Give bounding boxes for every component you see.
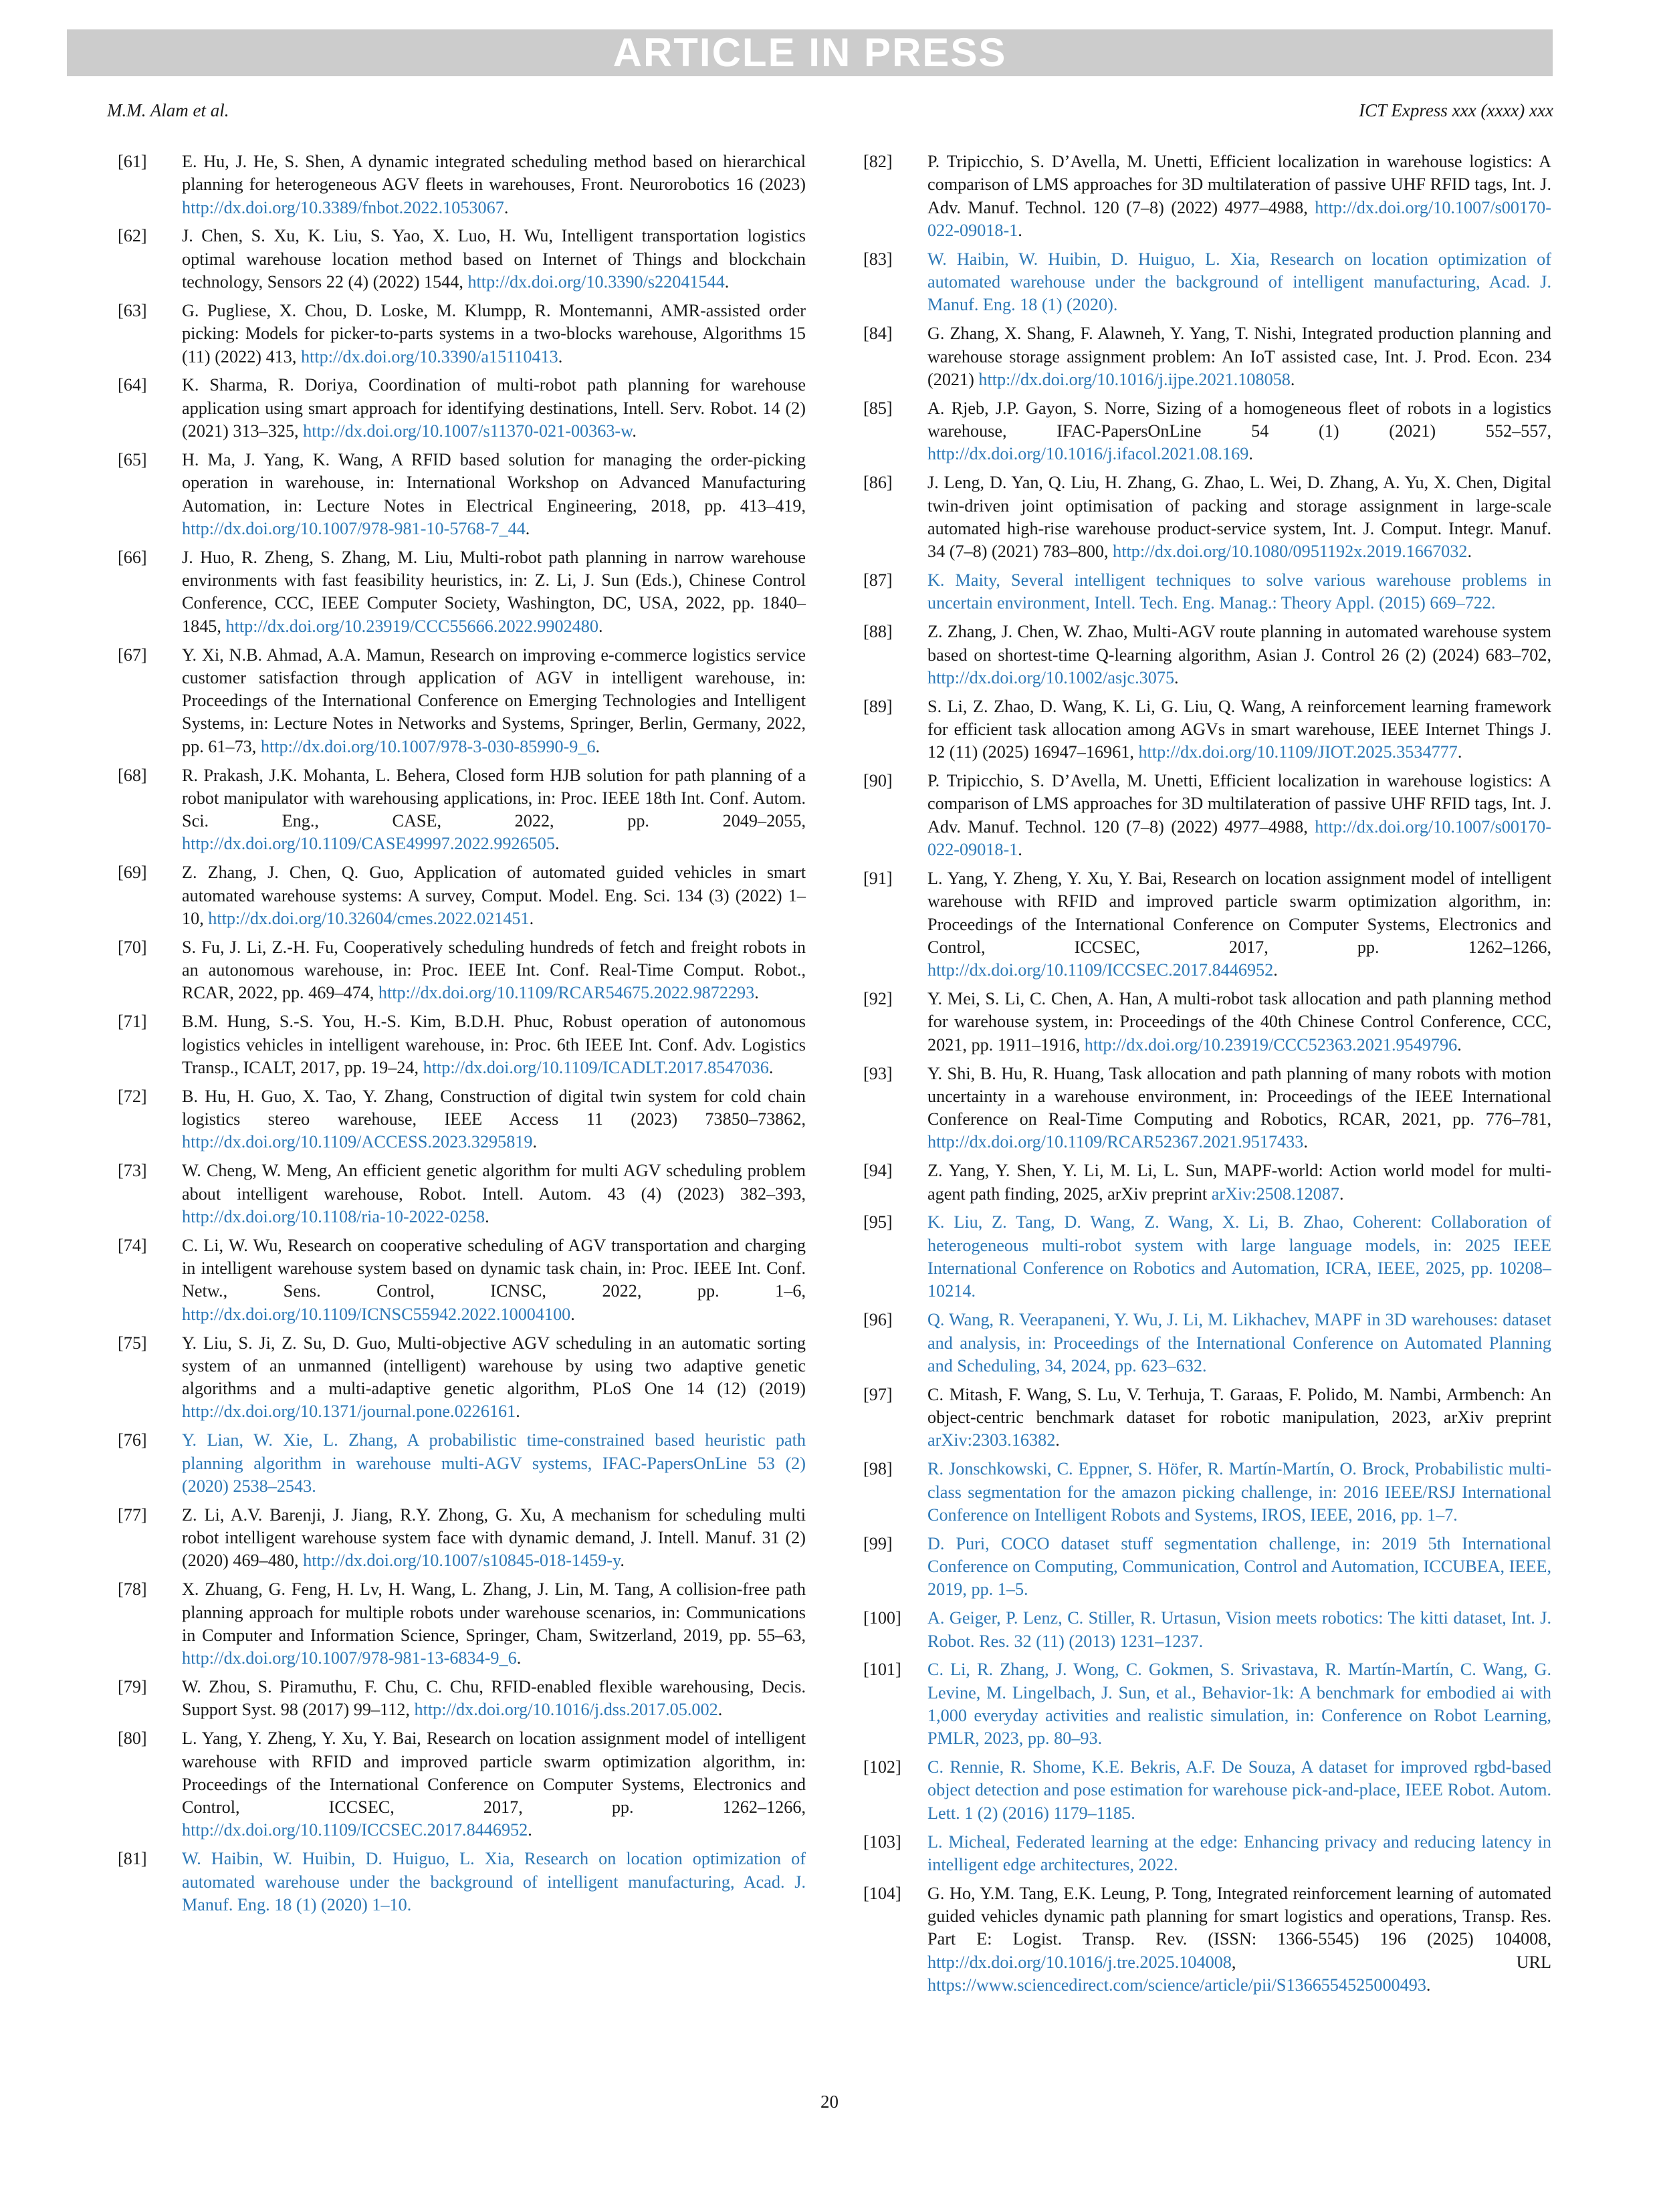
reference-doi-link[interactable]: http://dx.doi.org/10.1109/RCAR52367.2021.9517433 <box>927 1132 1304 1152</box>
reference-item <box>107 1085 806 1154</box>
reference-text: Y. Xi, N.B. Ahmad, A.A. Mamun, Research on improving e-commerce logistics service customer satisfaction through application of AGV in intelligent warehouse, in: Proceedings of the International Conference on Emerging Technologies and Intelligent Systems, in: Lecture Notes in Networks and Systems, Springer, Berlin, Germany, 2022, pp. 61–73, <box>182 645 806 756</box>
reference-text: S. Fu, J. Li, Z.-H. Fu, Cooperatively scheduling hundreds of fetch and freight robots in an autonomous warehouse, in: Proc. IEEE Int. Conf. Real-Time Comput. Robot., RCAR, 2022, pp. 469–474, <box>182 937 806 1003</box>
reference-text: Z. Li, A.V. Barenji, J. Jiang, R.Y. Zhong, G. Xu, A mechanism for scheduling multi robot intelligent warehouse system face with dynamic demand, J. Intell. Manuf. 31 (2) (2020) 469–480, <box>182 1505 806 1571</box>
reference-item <box>853 695 1551 764</box>
reference-number: [64] <box>118 375 147 395</box>
reference-link[interactable]: W. Haibin, W. Huibin, D. Huiguo, L. Xia, Research on location optimization of automated warehouse under the background of intelligent manufacturing, Acad. J. Manuf. Eng. 18 (1) (2020) 1–10. <box>182 1849 806 1914</box>
reference-link[interactable]: C. Rennie, R. Shome, K.E. Bekris, A.F. De Souza, A dataset for improved rgbd-based object detection and pose estimation for warehouse pick-and-place, IEEE Robot. Autom. Lett. 1 (2) (2016) 1179–1185. <box>927 1757 1551 1823</box>
reference-number: [99] <box>863 1533 893 1553</box>
reference-text: E. Hu, J. He, S. Shen, A dynamic integrated scheduling method based on hierarchical planning for heterogeneous AGV fleets in warehouses, Front. Neurorobotics 16 (2023) <box>182 152 806 195</box>
reference-item <box>107 764 806 856</box>
reference-punctuation: . <box>554 834 560 854</box>
reference-number: [102] <box>863 1757 901 1777</box>
reference-number: [75] <box>118 1333 147 1353</box>
reference-punctuation: . <box>1018 220 1022 240</box>
reference-text: Y. Mei, S. Li, C. Chen, A. Han, A multi-robot task allocation and path planning method for warehouse system, in: Proceedings of the 40th Chinese Control Conference, CCC, 2021, pp. 1911–1916, <box>927 989 1551 1055</box>
reference-number: [77] <box>118 1505 147 1525</box>
reference-item <box>107 546 806 638</box>
reference-number: [103] <box>863 1832 901 1852</box>
reference-punctuation: . <box>1174 667 1179 687</box>
reference-item <box>107 1429 806 1498</box>
reference-text: L. Yang, Y. Zheng, Y. Xu, Y. Bai, Research on location assignment model of intelligent warehouse with RFID and improved particle swarm optimization algorithm, in: Proceedings of the International Conference on Computer Systems, Electronics and Control, ICCSEC, 2017, pp. 1262–1266, <box>927 868 1551 957</box>
reference-number: [98] <box>863 1459 893 1479</box>
reference-item <box>107 225 806 294</box>
reference-item <box>107 1010 806 1079</box>
reference-text: Y. Liu, S. Ji, Z. Su, D. Guo, Multi-objective AGV scheduling in an automatic sorting system of an unmanned (intelligent) warehouse by using two adaptive genetic algorithms and a multi-adaptive genetic algorithm, PLoS One 14 (12) (2019) <box>182 1333 806 1399</box>
reference-item <box>853 1756 1551 1825</box>
references-left-column <box>107 150 806 1922</box>
reference-item <box>107 1332 806 1424</box>
reference-number: [88] <box>863 622 893 642</box>
references-right-column <box>853 150 1551 2003</box>
reference-text: H. Ma, J. Yang, K. Wang, A RFID based solution for managing the order-picking operation in warehouse, in: International Workshop on Advanced Manufacturing Automation, in: Lecture Notes in Electrical Engineering, 2018, pp. 413–419, <box>182 449 806 516</box>
reference-item <box>853 150 1551 242</box>
reference-doi-link[interactable]: http://dx.doi.org/10.3390/s22041544 <box>467 272 725 292</box>
reference-doi-link[interactable]: http://dx.doi.org/10.1109/ICNSC55942.2022.10004100 <box>182 1304 571 1324</box>
reference-text: C. Mitash, F. Wang, S. Lu, V. Terhuja, T. Garaas, F. Polido, M. Nambi, Armbench: An object-centric benchmark dataset for robotic manipulation, 2023, arXiv preprint <box>927 1384 1551 1428</box>
reference-punctuation: . <box>525 518 530 538</box>
reference-text: B. Hu, H. Guo, X. Tao, Y. Zhang, Construction of digital twin system for cold chain logistics stereo warehouse, IEEE Access 11 (2023) 73850–73862, <box>182 1086 806 1129</box>
reference-item <box>107 644 806 758</box>
reference-text: J. Leng, D. Yan, Q. Liu, H. Zhang, G. Zhao, L. Wei, D. Zhang, A. Yu, X. Chen, Digital twin-driven joint optimisation of packing and storage assignment in large-scale automated high-rise warehouse product-service system, Int. J. Comput. Integr. Manuf. 34 (7–8) (2021) 783–800, <box>927 473 1551 562</box>
reference-punctuation: . <box>598 616 603 636</box>
reference-number: [92] <box>863 989 893 1009</box>
reference-item <box>853 1658 1551 1750</box>
reference-link[interactable]: Y. Lian, W. Xie, L. Zhang, A probabilistic time-constrained based heuristic path planning algorithm in warehouse multi-AGV systems, IFAC-PapersOnLine 53 (2) (2020) 2538–2543. <box>182 1430 806 1496</box>
reference-punctuation: . <box>1457 1034 1462 1055</box>
reference-punctuation: . <box>1303 1132 1308 1152</box>
reference-number: [97] <box>863 1384 893 1404</box>
reference-punctuation: . <box>1273 960 1278 980</box>
reference-item <box>107 1848 806 1916</box>
reference-doi-link[interactable]: http://dx.doi.org/10.1109/ACCESS.2023.3295819 <box>182 1132 533 1152</box>
reference-item <box>853 1309 1551 1377</box>
reference-doi-link[interactable]: http://dx.doi.org/10.1109/CASE49997.2022.9926505 <box>182 834 555 854</box>
reference-punctuation: . <box>528 1820 532 1840</box>
reference-punctuation: . <box>504 197 509 217</box>
reference-punctuation: . <box>1457 742 1462 762</box>
reference-text: P. Tripicchio, S. D’Avella, M. Unetti, Efficient localization in warehouse logistics: A comparison of LMS approaches for 3D multilateration of passive UHF RFID tags, Int. J. Adv. Manuf. Technol. 120 (7–8) (2022) 4977–4988, <box>927 771 1551 837</box>
reference-number: [78] <box>118 1579 147 1599</box>
reference-punctuation: . <box>620 1551 625 1571</box>
reference-item <box>853 988 1551 1057</box>
reference-url-link[interactable]: https://www.sciencedirect.com/science/article/pii/S1366554525000493 <box>927 1975 1426 1995</box>
reference-item <box>107 1159 806 1228</box>
reference-number: [67] <box>118 645 147 665</box>
reference-punctuation: . <box>768 1057 774 1077</box>
reference-punctuation: . <box>516 1648 522 1668</box>
reference-number: [62] <box>118 226 147 246</box>
reference-number: [63] <box>118 300 147 320</box>
reference-item <box>107 374 806 443</box>
reference-text: L. Yang, Y. Zheng, Y. Xu, Y. Bai, Research on location assignment model of intelligent warehouse with RFID and improved particle swarm optimization algorithm, in: Proceedings of the International Conference on Computer Systems, Electronics and Control, ICCSEC, 2017, pp. 1262–1266, <box>182 1729 806 1817</box>
reference-number: [96] <box>863 1310 893 1330</box>
reference-item <box>107 1234 806 1326</box>
reference-item <box>853 1458 1551 1527</box>
reference-link[interactable]: D. Puri, COCO dataset stuff segmentation challenge, in: 2019 5th International Conference on Computing, Communication, Control and Automation, ICCUBEA, IEEE, 2019, pp. 1–5. <box>927 1533 1551 1599</box>
reference-doi-link[interactable]: arXiv:2303.16382 <box>927 1430 1056 1450</box>
page-number: 20 <box>820 2092 839 2112</box>
reference-doi-link[interactable]: http://dx.doi.org/10.1016/j.ifacol.2021.08.169 <box>927 444 1249 464</box>
reference-item <box>853 1607 1551 1653</box>
reference-item <box>853 621 1551 689</box>
reference-item <box>853 1063 1551 1154</box>
reference-doi-link[interactable]: http://dx.doi.org/10.1007/978-3-030-85990-9_6 <box>260 736 596 756</box>
reference-item <box>853 569 1551 615</box>
reference-doi-link[interactable]: http://dx.doi.org/10.23919/CCC55666.2022.9902480 <box>225 616 598 636</box>
reference-punctuation: . <box>516 1402 520 1422</box>
reference-text: Y. Shi, B. Hu, R. Huang, Task allocation and path planning of many robots with motion uncertainty in a warehouse environment, in: Proceedings of the IEEE International Conference on Real-Time Computing and Robotics, RCAR, 2021, pp. 776–781, <box>927 1063 1551 1129</box>
reference-text: J. Chen, S. Xu, K. Liu, S. Yao, X. Luo, H. Wu, Intelligent transportation logistics optimal warehouse location method based on Internet of Things and blockchain technology, Sensors 22 (4) (2022) 1544, <box>182 226 806 292</box>
reference-number: [100] <box>863 1608 901 1628</box>
reference-doi-link[interactable]: http://dx.doi.org/10.1108/ria-10-2022-0258 <box>182 1206 485 1226</box>
reference-link[interactable]: L. Micheal, Federated learning at the edge: Enhancing privacy and reducing latency in intelligent edge architectures, 2022. <box>927 1832 1551 1874</box>
reference-punctuation: . <box>529 908 534 928</box>
reference-item <box>853 322 1551 391</box>
reference-text: G. Ho, Y.M. Tang, E.K. Leung, P. Tong, Integrated reinforcement learning of automated guided vehicles dynamic path planning for smart logistics and operations, Transp. Res. Part E: Logist. Transp. Rev. (ISSN: 1366-5545) 196 (2025) 104008, <box>927 1883 1551 1949</box>
reference-text: B.M. Hung, S.-S. You, H.-S. Kim, B.D.H. Phuc, Robust operation of autonomous logistics vehicles in intelligent warehouse, in: Proc. 6th IEEE Int. Conf. Adv. Logistics Transp., ICALT, 2017, pp. 19–24, <box>182 1012 806 1077</box>
reference-doi-link[interactable]: http://dx.doi.org/10.1016/j.tre.2025.104008 <box>927 1952 1232 1972</box>
reference-punctuation: . <box>485 1206 489 1226</box>
reference-doi-link[interactable]: http://dx.doi.org/10.1007/978-981-10-5768-7_44 <box>182 518 526 538</box>
reference-item <box>853 1159 1551 1206</box>
reference-number: [66] <box>118 547 147 567</box>
reference-doi-link[interactable]: http://dx.doi.org/10.3389/fnbot.2022.1053067 <box>182 197 504 217</box>
reference-punctuation: . <box>724 272 730 292</box>
reference-punctuation: . <box>558 346 563 366</box>
reference-number: [84] <box>863 324 893 344</box>
reference-number: [76] <box>118 1430 147 1450</box>
running-header-authors: M.M. Alam et al. <box>107 100 229 120</box>
reference-number: [94] <box>863 1161 893 1181</box>
reference-number: [74] <box>118 1235 147 1255</box>
reference-punctuation: . <box>754 983 759 1003</box>
reference-link[interactable]: K. Maity, Several intelligent techniques to solve various warehouse problems in uncertain environment, Intell. Tech. Eng. Manag.: Theory Appl. (2015) 669–722. <box>927 570 1551 613</box>
reference-text: S. Li, Z. Zhao, D. Wang, K. Li, G. Liu, Q. Wang, A reinforcement learning framework for efficient task allocation among AGVs in smart warehouse, IEEE Internet Things J. 12 (11) (2025) 16947–16961, <box>927 696 1551 762</box>
reference-item <box>107 1578 806 1670</box>
reference-number: [68] <box>118 765 147 785</box>
reference-text: X. Zhuang, G. Feng, H. Lv, H. Wang, L. Zhang, J. Lin, M. Tang, A collision-free path planning approach for multiple robots under warehouse scenarios, in: Communications in Computer and Information Science, Springer, Cham, Switzerland, 2019, pp. 55–63, <box>182 1579 806 1645</box>
reference-punctuation: . <box>1426 1975 1431 1995</box>
reference-item <box>107 1727 806 1842</box>
reference-doi-link[interactable]: http://dx.doi.org/10.32604/cmes.2022.021451 <box>208 908 530 928</box>
reference-punctuation: . <box>570 1304 575 1324</box>
reference-link[interactable]: Q. Wang, R. Veerapaneni, Y. Wu, J. Li, M. Likhachev, MAPF in 3D warehouses: dataset and analysis, in: Proceedings of the International Conference on Automated Planning and Scheduling, 34, 2024, pp. 623–632. <box>927 1310 1551 1375</box>
reference-doi-link[interactable]: http://dx.doi.org/10.23919/CCC52363.2021.9549796 <box>1084 1034 1458 1055</box>
reference-item <box>107 150 806 219</box>
reference-number: [95] <box>863 1212 893 1232</box>
reference-doi-link[interactable]: http://dx.doi.org/10.1007/978-981-13-6834-9_6 <box>182 1648 517 1668</box>
reference-number: [93] <box>863 1063 893 1083</box>
reference-item <box>853 1211 1551 1303</box>
reference-punctuation: . <box>595 736 600 756</box>
reference-link[interactable]: C. Li, R. Zhang, J. Wong, C. Gokmen, S. Srivastava, R. Martín-Martín, C. Wang, G. Levine, M. Lingelbach, J. Sun, et al., Behavior-1k: A benchmark for embodied ai with 1,000 everyday activities and realistic simulation, in: Conference on Robot Learning, PMLR, 2023, pp. 80–93. <box>927 1660 1551 1749</box>
reference-number: [72] <box>118 1086 147 1106</box>
reference-doi-link[interactable]: http://dx.doi.org/10.1002/asjc.3075 <box>927 667 1175 687</box>
reference-number: [90] <box>863 771 893 791</box>
reference-doi-link[interactable]: http://dx.doi.org/10.1371/journal.pone.0226161 <box>182 1402 516 1422</box>
reference-item <box>107 1504 806 1573</box>
reference-doi-link[interactable]: http://dx.doi.org/10.1109/ICADLT.2017.8547036 <box>423 1057 769 1077</box>
reference-doi-link[interactable]: arXiv:2508.12087 <box>1211 1184 1340 1204</box>
reference-text: Z. Zhang, J. Chen, Q. Guo, Application of automated guided vehicles in smart automated warehouse systems: A survey, Comput. Model. Eng. Sci. 134 (3) (2022) 1–10, <box>182 863 806 928</box>
reference-doi-link[interactable]: http://dx.doi.org/10.1016/j.dss.2017.05.002 <box>414 1700 718 1720</box>
reference-text: R. Prakash, J.K. Mohanta, L. Behera, Closed form HJB solution for path planning of a robot manipulator with warehousing applications, in: Proc. IEEE 18th Int. Conf. Autom. Sci. Eng., CASE, 2022, pp. 2049–2055, <box>182 765 806 831</box>
reference-punctuation: . <box>1055 1430 1060 1450</box>
reference-number: [73] <box>118 1161 147 1181</box>
reference-doi-link[interactable]: http://dx.doi.org/10.1016/j.ijpe.2021.108058 <box>978 369 1291 389</box>
reference-punctuation: . <box>1290 369 1295 389</box>
reference-link[interactable]: K. Liu, Z. Tang, D. Wang, Z. Wang, X. Li, B. Zhao, Coherent: Collaboration of heterogeneous multi-robot system with large language models, in: 2025 IEEE International Conference on Robotics and Automation, ICRA, IEEE, 2025, pp. 10208–10214. <box>927 1212 1551 1301</box>
reference-text: K. Sharma, R. Doriya, Coordination of multi-robot path planning for warehouse application using smart approach for identifying destinations, Intell. Serv. Robot. 14 (2) (2021) 313–325, <box>182 375 806 441</box>
article-in-press-banner: ARTICLE IN PRESS <box>67 29 1553 76</box>
reference-number: [104] <box>863 1883 901 1903</box>
reference-doi-link[interactable]: http://dx.doi.org/10.1007/s10845-018-1459-y <box>303 1551 621 1571</box>
reference-text: A. Rjeb, J.P. Gayon, S. Norre, Sizing of a homogeneous fleet of robots in a logistics warehouse, IFAC-PapersOnLine 54 (1) (2021) 552–557, <box>927 398 1551 441</box>
reference-text: W. Zhou, S. Piramuthu, F. Chu, C. Chu, RFID-enabled flexible warehousing, Decis. Support Syst. 98 (2017) 99–112, <box>182 1677 806 1720</box>
reference-item <box>853 867 1551 982</box>
reference-number: [101] <box>863 1660 901 1680</box>
reference-number: [82] <box>863 152 893 171</box>
reference-item <box>853 1533 1551 1601</box>
reference-number: [83] <box>863 249 893 269</box>
reference-number: [65] <box>118 449 147 469</box>
reference-punctuation: . <box>532 1132 538 1152</box>
reference-item <box>853 397 1551 466</box>
reference-number: [81] <box>118 1849 147 1869</box>
reference-text: Z. Zhang, J. Chen, W. Zhao, Multi-AGV route planning in automated warehouse system based on shortest-time Q-learning algorithm, Asian J. Control 26 (2) (2024) 683–702, <box>927 622 1551 665</box>
reference-text: G. Pugliese, X. Chou, D. Loske, M. Klumpp, R. Montemanni, AMR-assisted order picking: Models for picker-to-parts systems in a two-blocks warehouse, Algorithms 15 (11) (2022) 413, <box>182 300 806 366</box>
reference-text: Z. Yang, Y. Shen, Y. Li, M. Li, L. Sun, MAPF-world: Action world model for multi-agent path finding, 2025, arXiv preprint <box>927 1161 1551 1204</box>
reference-number: [79] <box>118 1677 147 1697</box>
reference-link[interactable]: W. Haibin, W. Huibin, D. Huiguo, L. Xia, Research on location optimization of automated warehouse under the background of intelligent manufacturing, Acad. J. Manuf. Eng. 18 (1) (2020). <box>927 249 1551 315</box>
reference-text: G. Zhang, X. Shang, F. Alawneh, Y. Yang, T. Nishi, Integrated production planning and warehouse storage assignment problem: An IoT assisted case, Int. J. Prod. Econ. 234 (2021) <box>927 324 1551 389</box>
reference-item <box>107 300 806 368</box>
reference-item <box>853 1882 1551 1997</box>
reference-item <box>107 1676 806 1722</box>
reference-text: P. Tripicchio, S. D’Avella, M. Unetti, Efficient localization in warehouse logistics: A comparison of LMS approaches for 3D multilateration of passive UHF RFID tags, Int. J. Adv. Manuf. Technol. 120 (7–8) (2022) 4977–4988, <box>927 152 1551 217</box>
reference-doi-link[interactable]: http://dx.doi.org/10.1007/s00170-022-09018-1 <box>927 197 1551 240</box>
reference-doi-link[interactable]: http://dx.doi.org/10.1109/RCAR54675.2022.9872293 <box>378 983 755 1003</box>
reference-number: [71] <box>118 1012 147 1032</box>
reference-item <box>853 770 1551 861</box>
reference-link[interactable]: A. Geiger, P. Lenz, C. Stiller, R. Urtasun, Vision meets robotics: The kitti dataset, Int. J. Robot. Res. 32 (11) (2013) 1231–1237. <box>927 1608 1551 1651</box>
reference-punctuation: . <box>1467 542 1472 562</box>
reference-text: J. Huo, R. Zheng, S. Zhang, M. Liu, Multi-robot path planning in narrow warehouse environments with fast feasibility heuristics, in: Z. Li, J. Sun (Eds.), Chinese Control Conference, CCC, IEEE Computer Society, Washington, DC, USA, 2022, pp. 1840–1845, <box>182 547 806 636</box>
reference-text: W. Cheng, W. Meng, An efficient genetic algorithm for multi AGV scheduling problem about intelligent warehouse, Robot. Intell. Autom. 43 (4) (2023) 382–393, <box>182 1161 806 1204</box>
reference-number: [91] <box>863 868 893 888</box>
reference-item <box>107 449 806 540</box>
reference-punctuation: . <box>1339 1184 1344 1204</box>
reference-item <box>107 936 806 1005</box>
reference-number: [87] <box>863 570 893 590</box>
reference-doi-link[interactable]: http://dx.doi.org/10.1109/ICCSEC.2017.8446952 <box>927 960 1274 980</box>
reference-item <box>853 1384 1551 1452</box>
reference-number: [89] <box>863 696 893 716</box>
reference-number: [85] <box>863 398 893 418</box>
reference-text: C. Li, W. Wu, Research on cooperative scheduling of AGV transportation and charging in intelligent warehouse system based on dynamic task chain, in: Proc. IEEE Int. Conf. Netw., Sens. Control, ICNSC, 2022, pp. 1–6, <box>182 1235 806 1301</box>
reference-doi-link[interactable]: http://dx.doi.org/10.1109/ICCSEC.2017.8446952 <box>182 1820 528 1840</box>
reference-item <box>107 861 806 930</box>
reference-number: [61] <box>118 152 147 171</box>
reference-punctuation: . <box>717 1700 723 1720</box>
reference-item <box>853 1831 1551 1877</box>
reference-doi-link[interactable]: http://dx.doi.org/10.3390/a15110413 <box>300 346 558 366</box>
reference-doi-link[interactable]: http://dx.doi.org/10.1007/s00170-022-09018-1 <box>927 816 1551 860</box>
reference-number: [69] <box>118 863 147 883</box>
reference-item <box>853 471 1551 563</box>
running-header-journal: ICT Express xxx (xxxx) xxx <box>1359 100 1553 120</box>
reference-punctuation: . <box>1248 444 1253 464</box>
reference-item <box>853 248 1551 317</box>
reference-doi-link[interactable]: http://dx.doi.org/10.1007/s11370-021-00363-w <box>303 421 633 441</box>
reference-number: [80] <box>118 1729 147 1749</box>
reference-doi-link[interactable]: http://dx.doi.org/10.1080/0951192x.2019.1667032 <box>1113 542 1468 562</box>
reference-number: [86] <box>863 473 893 493</box>
reference-punctuation: . <box>1018 840 1022 860</box>
reference-number: [70] <box>118 937 147 957</box>
reference-punctuation: , URL <box>1231 1952 1551 1972</box>
reference-doi-link[interactable]: http://dx.doi.org/10.1109/JIOT.2025.3534777 <box>1138 742 1458 762</box>
reference-link[interactable]: R. Jonschkowski, C. Eppner, S. Höfer, R. Martín-Martín, O. Brock, Probabilistic multi-class segmentation for the amazon picking challenge, in: 2016 IEEE/RSJ International Conference on Intelligent Robots and Systems, IROS, IEEE, 2016, pp. 1–7. <box>927 1459 1551 1525</box>
reference-punctuation: . <box>632 421 637 441</box>
